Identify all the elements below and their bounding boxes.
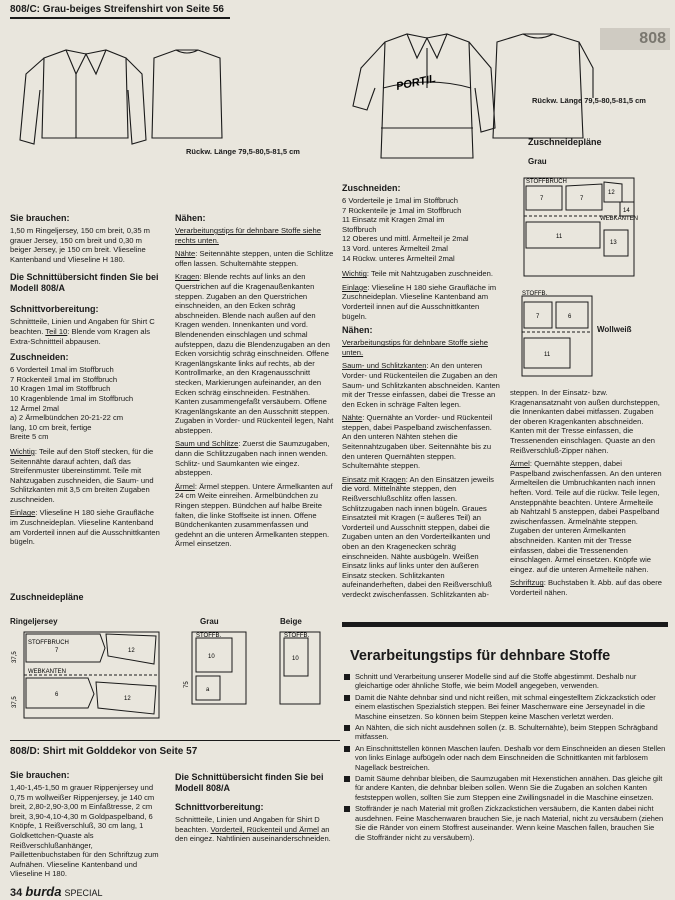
einsatz-text xyxy=(342,475,502,600)
brauchen-d-text: 1,40-1,45-1,50 m grauer Rippenjersey und 0,75 m wollweißer Rippenjersey, je 140 cm breit, 2,80-2,90-3,00 m Einfaßtresse, 2 cm breit, 3,90-4,10-4,30 m Goldpaspelband, 6 Knöpfe, 1 Reißverschluß, 30 cm lang, 1 Goldkettchen-Quaste als Reißverschlußanhänger, Paillettenbuchstaben für den Schriftzug zum Aufnähen. Vlieseline Kantenband und Vlieseline H 180. xyxy=(10,783,159,879)
aermel-label: Ärmel xyxy=(175,481,195,491)
plan-piece-12b: 12 xyxy=(124,696,131,702)
uebersicht-d: Die Schnittübersicht finden Sie bei Modell 808/A xyxy=(175,772,324,793)
wichtig-body: : Teile auf den Stoff stecken, für die Seitennähte darauf achten, daß das Streifenmuster übereinstimmt. Teile mit Nahtzugaben zuschneiden, die Saum- und Schlitzkanten mit 3,5 cm breiten Zugaben zuschneiden. xyxy=(10,446,154,504)
fabric-grau: Grau xyxy=(200,617,219,626)
einlage2-body: : Vlieseline H 180 siehe Graufläche im Zuschneideplan. Vlieseline Kantenband am Vorderteil innen auf die Ausschnittkanten bügeln. xyxy=(342,282,497,321)
einlage2-text xyxy=(342,283,502,321)
vorb-d-heading: Schnittvorbereitung: xyxy=(175,802,264,812)
tip-item: Damit die Nähte dehnbar sind und nicht reißen, mit schmal eingestelltem Zickzackstich oder einem elastischen Spezialstich steppen. Bei feiner Maschenware eine Jerseynadel in die Maschine einsetzen. So können beim Steppen keine Maschen verletzt werden. xyxy=(343,693,666,721)
plan-width-2: 37,5 xyxy=(12,696,18,708)
fabric-grau-d: Grau xyxy=(528,157,547,166)
uebersicht-text: Die Schnittübersicht finden Sie bei Modell 808/A xyxy=(10,272,159,294)
column-808d-right1 xyxy=(342,183,502,604)
section-title-808d: 808/D: Shirt mit Golddekor von Seite 57 xyxy=(10,746,198,757)
brauchen-text: 1,50 m Ringeljersey, 150 cm breit, 0,35 m grauer Jersey, 150 cm breit und 0,30 m beiger Jersey, je 150 cm breit. Vlieseline Kantenband und Vlieseline H 180. xyxy=(10,226,150,264)
kragen-text xyxy=(175,272,335,435)
tips-top-rule xyxy=(342,622,668,627)
tip-item: Damit Säume dehnbar bleiben, die Saumzugaben mit Hexenstichen annähen. Das gleiche gilt für andere Kanten, die dehnbar bleiben sollen. Wenn Sie die Zugaben an solchen Kanten feststeppen wollen, sollten Sie zum Steppen eine Zwillingsnadel in die Maschine einsetzen. xyxy=(343,774,666,802)
portil-lettering: PORTIL xyxy=(395,72,437,93)
kragen-label: Kragen xyxy=(175,272,200,282)
vorb-heading: Schnittvorbereitung: xyxy=(10,304,99,315)
cont-text: steppen. In der Einsatz- bzw. Kragenansatznaht von außen durchsteppen, die Innenkanten dabei mitfassen. Zugaben der oberen Kragenkanten abschneiden. Kanten mit der Tresse einfassen, die Tressenenden einschlagen. Quaste an den Reißverschluß-Zipper nähen. xyxy=(510,388,660,455)
back-length-808c: Rückw. Länge 79,5-80,5-81,5 cm xyxy=(186,147,300,156)
schrift-text xyxy=(510,578,662,597)
zuschneiden-line: 6 Vorderteil 1mal im Stoffbruch xyxy=(10,365,114,375)
naehen2-heading: Nähen: xyxy=(342,325,373,336)
aermel2-body: : Quernähte steppen, dabei Paspelband zwischenfassen. An den unteren Ärmelteilen die Umbruchkanten nach innen heften. Vord. Teile auf die rückw. Teile legen, Ansteppnähte beachten. Untere Ärmelteile ab Nahtzahl 5 ansteppen, dabei Paspelband zwischenfassen. Ärmelnähte steppen. Zugaben der unteren Ärmelkanten abschneiden. Kanten mit der Tresse einfassen, dabei die Tressenenden einschlagen. Ärmel einsetzen. Knöpfe wie eingez. auf die unteren Ärmelteile nähen. xyxy=(510,459,662,574)
einsatz-label: Einsatz mit Kragen xyxy=(342,474,406,484)
brand-logo: burda xyxy=(25,884,62,899)
saum2-text xyxy=(342,361,502,409)
einlage-body: : Vlieseline H 180 siehe Graufläche im Zuschneideplan. Vlieseline Kantenband am Vorderteil innen auf die Ausschnittkanten bügeln. xyxy=(10,508,160,547)
vorb-d-u: Vorderteil, Rückenteil und Ärmel xyxy=(210,824,319,834)
plan-w-7: 7 xyxy=(536,314,540,320)
tips-list xyxy=(343,672,666,844)
page-footer xyxy=(10,884,103,899)
plan-d-14: 14 xyxy=(623,208,630,214)
plan-d-7b: 7 xyxy=(580,196,584,202)
cutting-plan-beige xyxy=(270,628,325,708)
zuschneiden-d-line: 7 Rückenteile je 1mal im Stoffbruch xyxy=(342,205,462,215)
wichtig2-text xyxy=(342,269,502,279)
schrift-body: : Buchstaben lt. Abb. auf das obere Vorderteil nähen. xyxy=(510,578,662,597)
vorb-text xyxy=(10,317,160,346)
schrift-label: Schriftzug xyxy=(510,578,544,588)
zuschneiden-d-line: 13 Vord. unteres Ärmelteil 2mal xyxy=(342,243,448,253)
zuschneiden-heading: Zuschneiden: xyxy=(10,352,69,363)
plan-piece-12: 12 xyxy=(128,648,135,654)
naehte2-body: : Quernähte an Vorder- und Rückenteil steppen, dabei Paspelband zwischenfassen. An den unteren Nähten stehen die Seitennahtzugaben über. Seitennähte bis zu den unteren Quernähten steppen. Schulternähte steppen. xyxy=(342,413,493,471)
zuschneiden-d-line: 11 Einsatz mit Kragen 2mal im xyxy=(342,215,445,225)
column-808d-middle xyxy=(175,772,335,848)
einlage-label: Einlage xyxy=(10,508,36,518)
corner-number: 808 xyxy=(600,28,670,50)
naehen-heading: Nähen: xyxy=(175,213,206,223)
aermel2-label: Ärmel xyxy=(510,459,530,469)
brauchen-heading: Sie brauchen: xyxy=(10,213,70,223)
fabric-beige: Beige xyxy=(280,617,302,626)
zuschneiden-d-line: 6 Vorderteile je 1mal im Stoffbruch xyxy=(342,196,458,205)
back-length-808d: Rückw. Länge 79,5-80,5-81,5 cm xyxy=(532,96,646,105)
column-808c-middle xyxy=(175,213,335,553)
vorb-text-1: Schnittteile, Linien und Angaben für Shirt C beachten. xyxy=(10,317,155,336)
plan-w-11: 11 xyxy=(544,352,551,358)
vorb-text-u: Teil 10 xyxy=(45,326,68,336)
cutting-plan-808d-wollweiss xyxy=(510,290,595,380)
zuschneideplaene-808c: Zuschneidepläne xyxy=(10,592,84,602)
wichtig2-label: Wichtig xyxy=(342,269,367,279)
wichtig2-body: : Teile mit Nahtzugaben zuschneiden. xyxy=(366,269,493,279)
page-number: 34 xyxy=(10,887,23,899)
brand-special: SPECIAL xyxy=(64,888,103,898)
tip-item: Schnitt und Verarbeitung unserer Modelle sind auf die Stoffe abgestimmt. Deshalb nur gleichartige oder ähnliche Stoffe, wie beim Modell angegeben, verwenden. xyxy=(343,672,666,691)
vorb-text-2: : Blende vom Kragen als Extra-Schnittteil abpausen. xyxy=(10,326,151,346)
cutting-plan-grau xyxy=(180,628,250,708)
zuschneiden-line: 10 Kragenblende 1mal im Stoffbruch xyxy=(10,393,134,403)
vorb-d-2: an den eingez. Nahtlinien auseinanderschneiden. xyxy=(175,824,331,844)
plan-label-stoffbruch: STOFFBRUCH xyxy=(28,640,69,646)
einlage2-label: Einlage xyxy=(342,282,368,292)
zuschneideplaene-808d: Zuschneidepläne xyxy=(528,137,602,147)
zuschneiden-line: 12 Ärmel 2mal xyxy=(10,403,59,413)
naehte2-label: Nähte xyxy=(342,413,363,423)
cutting-plan-808d-grau xyxy=(510,172,640,280)
divider-808d xyxy=(10,740,340,741)
tip-item: An Nähten, die sich nicht ausdehnen sollen (z. B. Schulternähte), beim Steppen Schrägband mitfassen. xyxy=(343,723,666,742)
column-808c-left xyxy=(10,213,160,551)
plan-w-6: 6 xyxy=(568,314,572,320)
zuschneiden-line: Breite 5 cm xyxy=(10,432,49,442)
saum-body: : Zuerst die Saumzugaben, dann die Schlitzzugaben nach innen wenden. Schlitz- und Saumkanten wie eingez. absteppen. xyxy=(175,439,330,478)
tip-item: Stoffränder je nach Material mit großen Zickzackstichen versäubern, die Kanten dabei nicht ausdehnen. Feine Maschenwaren brauchen Sie, je nach Material, nicht zu versäubern (ziehen Sie die Ränder von einem Stoffrest auseinander. Wenn keine Maschen fallen, brauchen Sie die Stoffränder nicht zu versäubern). xyxy=(343,804,666,842)
plan-d-13: 13 xyxy=(610,240,617,246)
plan-beige-stoffb: STOFFB. xyxy=(284,633,310,639)
column-808d-left xyxy=(10,770,165,883)
zuschneiden-line: lang, 10 cm breit, fertige xyxy=(10,422,92,432)
tips-title: Verarbeitungstips für dehnbare Stoffe xyxy=(350,648,611,664)
plan-grau-stoffb: STOFFB. xyxy=(196,633,222,639)
aermel-body: : Ärmel steppen. Untere Ärmelkanten auf 24 cm Weite einreihen. Ärmelbündchen zu Ringen steppen. Bündchen auf halbe Breite falten, die linke Stoffseite ist innen. Offene Bündchenkanten zusammenfassen und gedehnt an die unteren Ärmelkanten steppen. Ärmel einsetzen. xyxy=(175,481,333,549)
zuschneiden-d-line: Stoffbruch xyxy=(342,224,377,234)
fabric-wollweiss: Wollweiß xyxy=(597,325,632,334)
kragen-body-2: Offene Kragenlängskante an den Ausschnitt steppen. Zugaben in Vorder- und Rückenteil legen, Naht absteppen. xyxy=(175,397,334,435)
shirt-808c-sketch xyxy=(14,40,229,155)
aermel-text xyxy=(175,482,335,549)
title-underline xyxy=(10,17,230,19)
vorb-d-text xyxy=(175,815,335,844)
plan-grau-a: a xyxy=(206,687,210,693)
fabric-ringeljersey: Ringeljersey xyxy=(10,617,58,626)
saum2-body: : An den unteren Vorder- und Rückenteilen die Zugaben an den Saum- und Schlitzkanten abschneiden. Kanten mit der Tresse einfassen, dabei die Tresse an den Ecken in schräge Falten legen. xyxy=(342,361,500,409)
saum-label: Saum und Schlitze xyxy=(175,439,239,449)
zus2-heading: Zuschneiden: xyxy=(342,183,401,193)
plan-grau-75: 75 xyxy=(184,681,190,688)
plan-w-stoffb: STOFFB. xyxy=(522,291,548,297)
zuschneiden-line: 10 Kragen 1mal im Stoffbruch xyxy=(10,384,111,394)
zuschneiden-list xyxy=(10,365,160,442)
zuschneiden-d-line: 12 Oberes und mittl. Ärmelteil je 2mal xyxy=(342,234,469,244)
plan-piece-6: 6 xyxy=(55,692,59,698)
zuschneiden-d-list xyxy=(342,196,502,263)
aermel2-text xyxy=(510,459,662,574)
naehte2-text xyxy=(342,413,502,471)
plan-d-webkanten: WEBKANTEN xyxy=(600,216,639,222)
saum-text xyxy=(175,439,335,477)
section-title-808c: 808/C: Grau-beiges Streifenshirt von Seite 56 xyxy=(10,4,224,15)
column-808d-right2 xyxy=(510,388,662,601)
wichtig-text xyxy=(10,447,160,505)
plan-piece-7: 7 xyxy=(55,648,59,654)
zuschneiden-line: 7 Rückenteil 1mal im Stoffbruch xyxy=(10,374,118,384)
plan-d-7: 7 xyxy=(540,196,544,202)
cutting-plan-ringeljersey xyxy=(10,628,165,723)
plan-d-stoffbruch: STOFFBRUCH xyxy=(526,179,567,185)
zuschneiden-d-line: 14 Rückw. unteres Ärmelteil 2mal xyxy=(342,253,455,263)
naehte-body: : Seitennähte steppen, unten die Schlitze offen lassen. Schulternähte steppen. xyxy=(175,249,334,268)
plan-d-12: 12 xyxy=(608,190,615,196)
kragen-body: : Blende rechts auf links an den Querstrichen auf die Kragenaußenkanten steppen. Zugaben an den Querstrichen einschneiden, an den Ecken schräg abschneiden. Blende nach außen auf den Kragen wenden. Innenkanten und vord. Blendenenden einschlagen und schmal aufsteppen, dazu die Blendenzugaben an den Ecken vorsichtig schräg einschneiden. Offene Kragenlängskante links auf rechts, ab der Kontrollmarke, an den Kragenausschnitt stecken, Markierungen aufeinander, an den Ecken schräg einschneiden. Festnähen. Kanten zusammengefaßt versäubern. xyxy=(175,272,330,407)
saum2-label: Saum- und Schlitzkanten xyxy=(342,361,427,371)
naehen2-intro: Verarbeitungstips für dehnbare Stoffe siehe unten. xyxy=(342,338,488,357)
plan-d-11: 11 xyxy=(556,234,563,240)
wichtig-label: Wichtig xyxy=(10,446,35,456)
einsatz-body: : An den Einsätzen jeweils die vord. Mittelnähte steppen, den Reißverschlußschlitz offen lassen. Schlitzzugaben nach innen bügeln. Graues Einsatzteil mit Kragen (= äußeres Teil) an Vorderteil und Ausschnitt steppen, dabei die Zugaben unten an den Vorderteilkanten und oben an den Kragenecken schräg einschneiden. Nähte ausbügeln. Weißen Einsatz links auf links unter den äußeren Einsatz stecken. Schlitzkanten aufeinanderheften, dabei den Reißverschluß verdeckt zwischenfassen. Schlitzkanten ab- xyxy=(342,474,494,599)
plan-label-webkanten: WEBKANTEN xyxy=(28,669,67,675)
einlage-text xyxy=(10,508,160,546)
plan-width-1: 37,5 xyxy=(12,651,18,663)
tip-item: An Einschnittstellen können Maschen laufen. Deshalb vor dem Einschneiden an diesen Stellen von links Einlage aufbügeln oder nach dem Einschneiden die Schnittkanten mit farblosem Nagellack bestreichen. xyxy=(343,744,666,772)
brauchen-d-heading: Sie brauchen: xyxy=(10,770,70,780)
plan-grau-10: 10 xyxy=(208,654,215,660)
naehte-label: Nähte xyxy=(175,249,196,259)
plan-beige-10: 10 xyxy=(292,656,299,662)
zuschneiden-line: a) 2 Ärmelbündchen 20-21-22 cm xyxy=(10,413,124,423)
vorb-d-1: Schnittteile, Linien und Angaben für Shirt D beachten. xyxy=(175,815,320,834)
naehen-intro: Verarbeitungstips für dehnbare Stoffe siehe rechts unten. xyxy=(175,226,321,245)
naehte-text xyxy=(175,249,335,268)
